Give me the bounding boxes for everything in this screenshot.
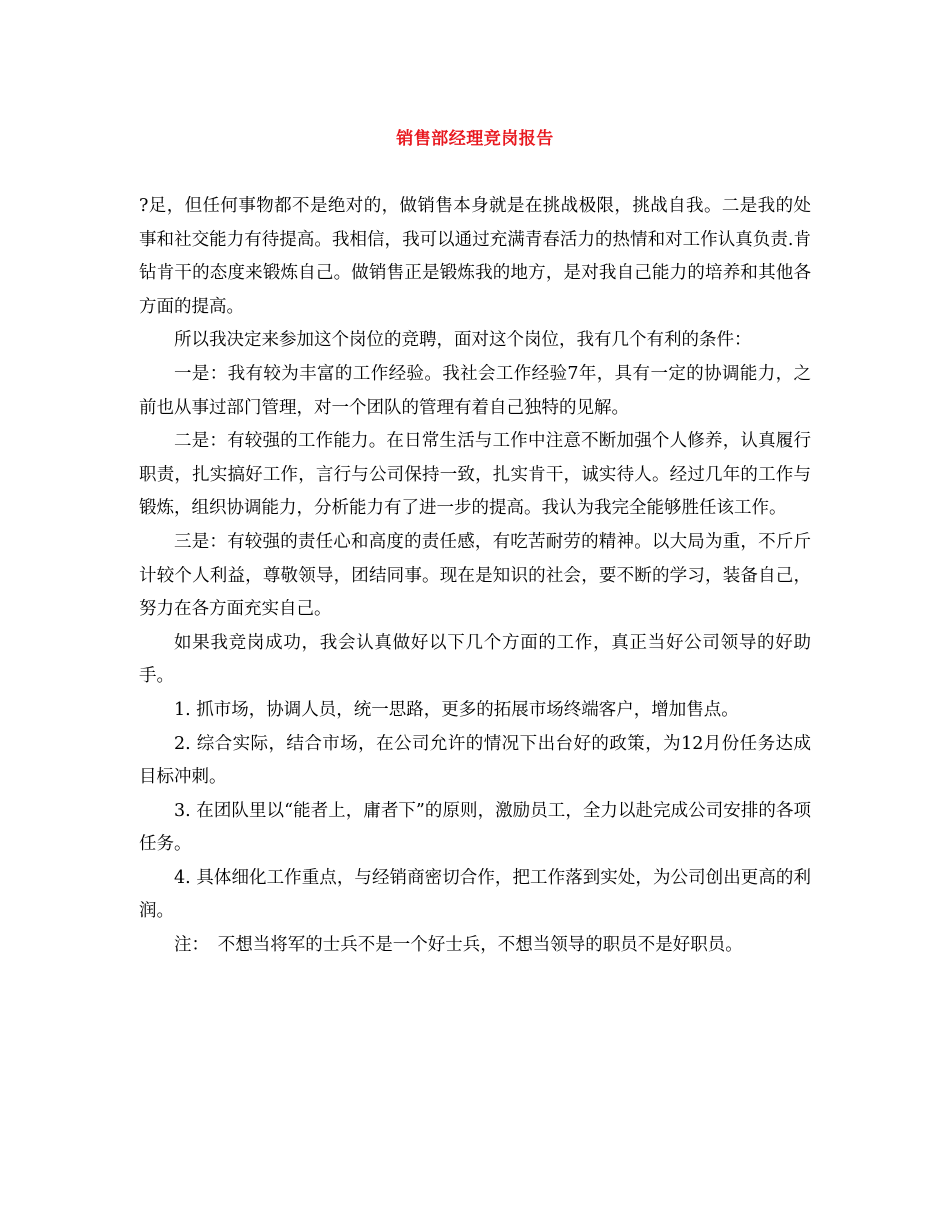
list-item-plan-2: 2. 综合实际，结合市场，在公司允许的情况下出台好的政策，为12月份任务达成目标冲刺。 [139,733,811,788]
paragraph-note: 注： 不想当将军的士兵不是一个好士兵，不想当领导的职员不是好职员。 [174,935,743,956]
paragraph-decision: 所以我决定来参加这个岗位的竞聘，面对这个岗位，我有几个有利的条件： [174,330,752,351]
list-item-plan-3: 3. 在团队里以“能者上，庸者下”的原则，激励员工，全力以赴完成公司安排的各项任务。 [139,800,811,855]
paragraph-plan-intro: 如果我竞岗成功，我会认真做好以下几个方面的工作，真正当好公司领导的好助手。 [139,632,811,687]
list-item-plan-1: 1. 抓市场，协调人员，统一思路，更多的拓展市场终端客户，增加售点。 [174,699,739,720]
paragraph-intro-continued: ?足，但任何事物都不是绝对的，做销售本身就是在挑战极限，挑战自我。二是我的处事和社交能力有待提高。我相信，我可以通过充满青春活力的热情和对工作认真负责.肯钻肯干的态度来锻炼自己。做销售正是锻炼我的地方，是对我自己能力的培养和其他各方面的提高。 [139,196,811,317]
paragraph-advantage-1: 一是：我有较为丰富的工作经验。我社会工作经验7年，具有一定的协调能力，之前也从事过部门管理，对一个团队的管理有着自己独特的见解。 [139,363,811,418]
document-body [139,190,811,963]
document-title: 销售部经理竞岗报告 [396,129,554,149]
paragraph-advantage-2: 二是：有较强的工作能力。在日常生活与工作中注意不断加强个人修养，认真履行职责，扎实搞好工作，言行与公司保持一致，扎实肯干，诚实待人。经过几年的工作与锻炼，组织协调能力，分析能力有了进一步的提高。我认为我完全能够胜任该工作。 [139,431,811,519]
paragraph-advantage-3: 三是：有较强的责任心和高度的责任感，有吃苦耐劳的精神。以大局为重，不斤斤计较个人利益，尊敬领导，团结同事。现在是知识的社会，要不断的学习，装备自己，努力在各方面充实自己。 [139,531,811,620]
list-item-plan-4: 4. 具体细化工作重点，与经销商密切合作，把工作落到实处，为公司创出更高的利润。 [139,867,811,922]
